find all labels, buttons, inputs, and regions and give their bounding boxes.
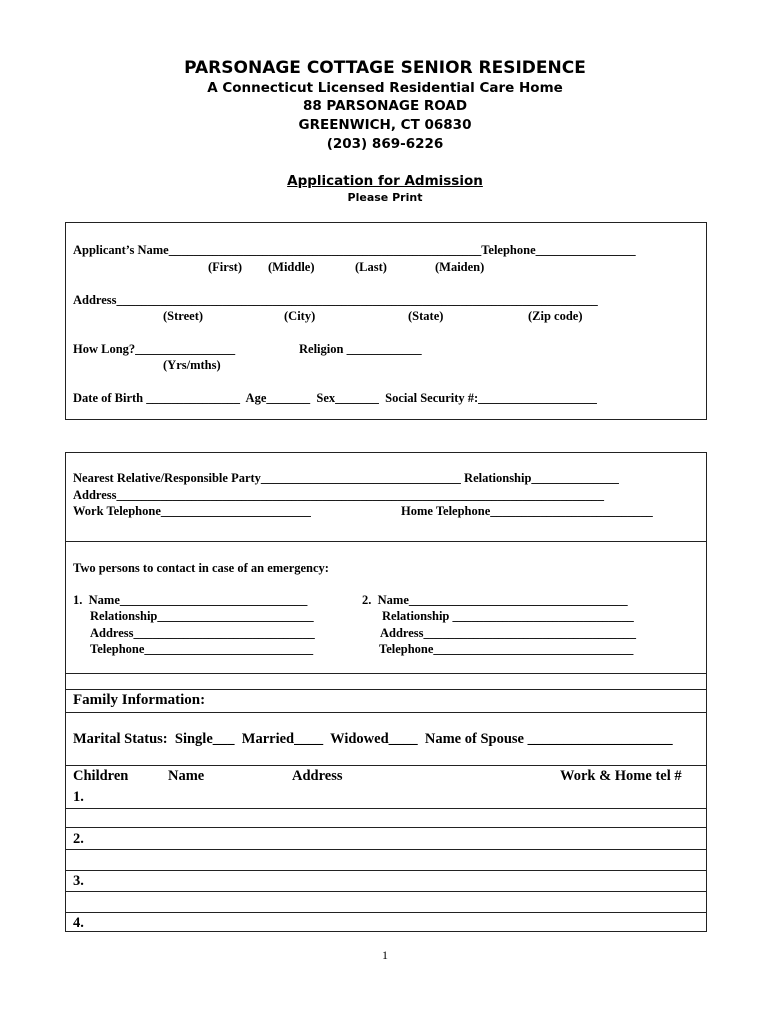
divider [65, 870, 707, 871]
divider [65, 541, 707, 542]
maiden-name-label: (Maiden) [435, 260, 485, 274]
emergency-heading: Two persons to contact in case of an emergency: [73, 561, 329, 575]
yrs-mths-label: (Yrs/mths) [163, 358, 221, 372]
column-address: Address [292, 768, 343, 784]
city-label: (City) [284, 309, 316, 323]
divider [65, 765, 707, 766]
divider [65, 689, 707, 690]
emergency2-name-field[interactable]: 2. Name___________________________________ [362, 593, 628, 607]
child-row-number: 3. [73, 873, 84, 889]
marital-status-field[interactable]: Marital Status: Single___ Married____ Widowed____ Name of Spouse ____________________ [73, 731, 673, 747]
religion-field[interactable]: Religion ____________ [299, 342, 422, 356]
emergency1-address-field[interactable]: Address_____________________________ [90, 626, 315, 640]
street-address: 88 PARSONAGE ROAD [302, 98, 468, 114]
emergency1-relationship-field[interactable]: Relationship_________________________ [90, 609, 314, 623]
child-row-number: 1. [73, 789, 84, 805]
instruction: Please Print [347, 191, 423, 204]
work-telephone-field[interactable]: Work Telephone________________________ [73, 504, 311, 518]
first-name-label: (First) [208, 260, 243, 274]
nearest-relative-field[interactable]: Nearest Relative/Responsible Party________________________________ Relationship______________ [73, 471, 619, 485]
emergency1-name-field[interactable]: 1. Name______________________________ [73, 593, 308, 607]
street-label: (Street) [163, 309, 204, 323]
child-row-number: 4. [73, 915, 84, 931]
emergency1-telephone-field[interactable]: Telephone___________________________ [90, 642, 314, 656]
city-state-zip: GREENWICH, CT 06830 [298, 117, 472, 133]
subtitle: A Connecticut Licensed Residential Care Home [207, 80, 563, 96]
divider [65, 827, 707, 828]
emergency2-address-field[interactable]: Address__________________________________ [380, 626, 637, 640]
applicant-address-field[interactable]: Address_____________________________________________________________________________ [73, 293, 598, 307]
form-title: Application for Admission [287, 173, 483, 189]
child-row-number: 2. [73, 831, 84, 847]
how-long-field[interactable]: How Long?________________ [73, 342, 236, 356]
emergency2-telephone-field[interactable]: Telephone________________________________ [379, 642, 634, 656]
state-label: (State) [408, 309, 444, 323]
last-name-label: (Last) [355, 260, 387, 274]
emergency2-relationship-field[interactable]: Relationship _____________________________ [382, 609, 634, 623]
home-telephone-field[interactable]: Home Telephone__________________________ [401, 504, 653, 518]
divider [65, 712, 707, 713]
column-name: Name [168, 768, 205, 784]
page-title: PARSONAGE COTTAGE SENIOR RESIDENCE [184, 58, 586, 78]
phone-number: (203) 869-6226 [326, 136, 444, 152]
dob-age-sex-ssn-field[interactable]: Date of Birth _______________ Age_______ Sex_______ Social Security #:___________________ [73, 391, 597, 405]
divider [65, 673, 707, 674]
divider [65, 849, 707, 850]
divider [65, 891, 707, 892]
relative-address-field[interactable]: Address______________________________________________________________________________ [73, 488, 605, 502]
divider [65, 912, 707, 913]
divider [65, 808, 707, 809]
middle-name-label: (Middle) [268, 260, 315, 274]
applicant-name-field[interactable]: Applicant’s Name__________________________________________________Telephone________________ [73, 243, 636, 257]
column-children: Children [73, 768, 129, 784]
zip-label: (Zip code) [528, 309, 583, 323]
column-work-home-tel: Work & Home tel # [560, 768, 682, 784]
family-heading: Family Information: [73, 692, 206, 708]
page-number: 1 [382, 948, 388, 962]
